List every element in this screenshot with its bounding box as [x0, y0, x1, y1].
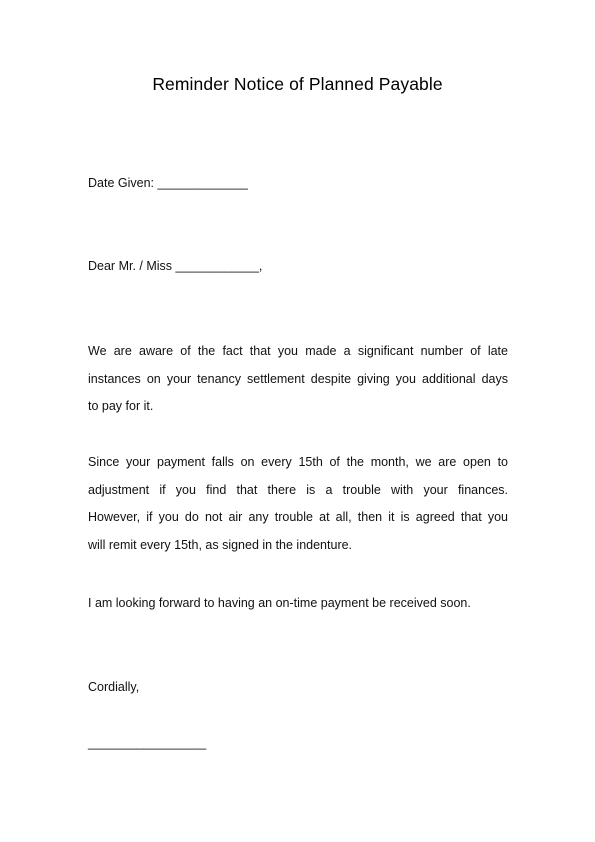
paragraph-1	[88, 338, 508, 421]
paragraph-1-line: to pay for it.	[88, 399, 154, 413]
paragraph-2-line: However, if you do not air any trouble at all, then it is agreed that you	[88, 510, 508, 524]
paragraph-2-line: adjustment if you find that there is a trouble with your finances.	[88, 482, 508, 497]
date-line: Date Given: _____________	[88, 176, 248, 190]
paragraph-2-line: will remit every 15th, as signed in the indenture.	[88, 537, 353, 552]
closing: Cordially,	[88, 680, 140, 694]
paragraph-1-line: instances on your tenancy settlement despite giving you additional days	[88, 371, 508, 386]
paragraph-1-line: We are aware of the fact that you made a significant number of late	[88, 344, 508, 358]
paragraph-3: I am looking forward to having an on-time payment be received soon.	[88, 596, 471, 610]
salutation: Dear Mr. / Miss ____________,	[88, 259, 263, 273]
signature-line: _________________	[88, 736, 207, 750]
document-title: Reminder Notice of Planned Payable	[152, 74, 443, 94]
paragraph-2	[88, 449, 508, 559]
paragraph-2-line: Since your payment falls on every 15th of the month, we are open to	[88, 455, 508, 469]
